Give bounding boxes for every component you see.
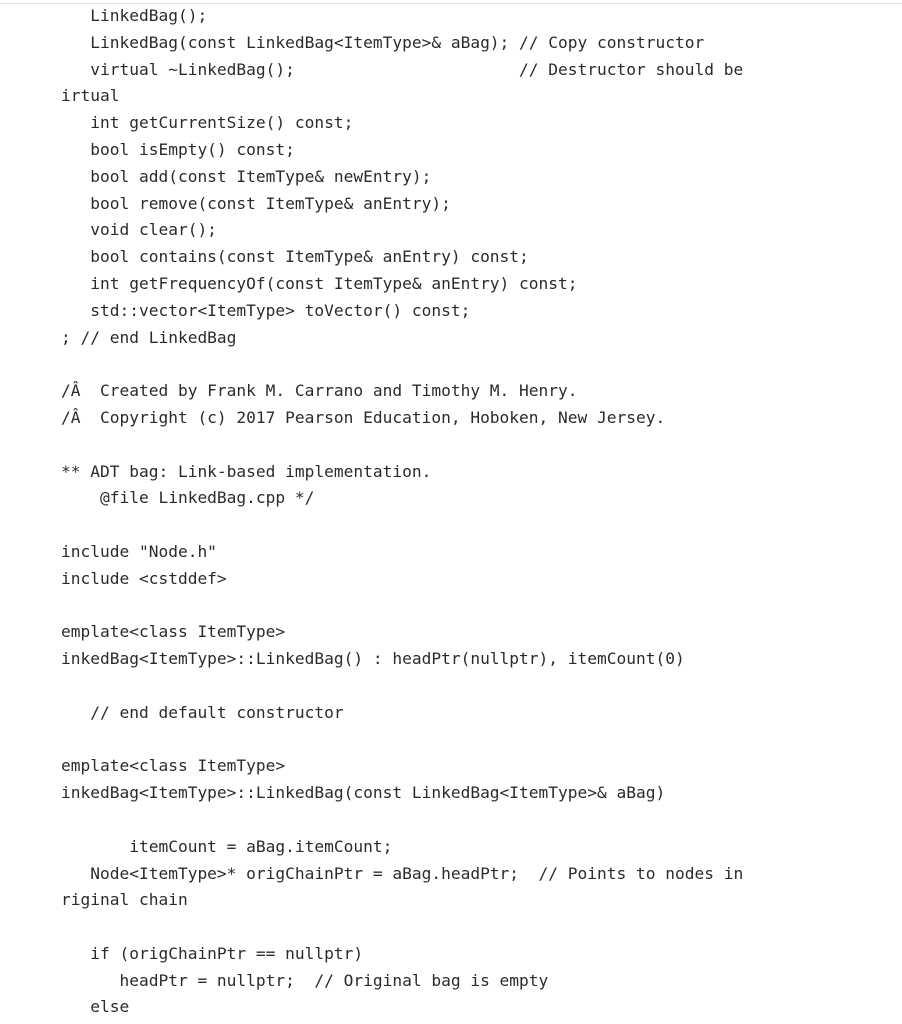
code-line: // end default constructor: [61, 702, 344, 722]
code-line: LinkedBag();: [61, 6, 208, 25]
code-line: ** ADT bag: Link-based implementation.: [61, 461, 432, 481]
code-line: include <cstddef>: [61, 568, 227, 588]
code-line: [61, 807, 891, 834]
code-line: [61, 351, 891, 378]
code-line: itemCount = aBag.itemCount;: [61, 836, 393, 856]
code-line: void clear();: [61, 220, 217, 240]
code-line: [61, 593, 891, 620]
code-line: headPtr = nullptr; // Original bag is empty: [61, 970, 549, 990]
code-line: bool contains(const ItemType& anEntry) const;: [61, 247, 529, 267]
code-line: [61, 673, 891, 700]
code-line: [61, 512, 891, 539]
code-line: bool add(const ItemType& newEntry);: [61, 166, 432, 186]
code-line: bool remove(const ItemType& anEntry);: [61, 193, 451, 213]
code-line: include "Node.h": [61, 541, 217, 561]
code-line: [61, 727, 891, 754]
code-line: @file LinkedBag.cpp */: [61, 488, 315, 508]
code-listing: [61, 3, 891, 1021]
code-line: int getCurrentSize() const;: [61, 113, 354, 133]
code-line: irtual: [61, 86, 120, 106]
code-line: int getFrequencyOf(const ItemType& anEntry) const;: [61, 273, 578, 293]
code-line: inkedBag<ItemType>::LinkedBag(const LinkedBag<ItemType>& aBag): [61, 783, 666, 803]
code-line: std::vector<ItemType> toVector() const;: [61, 300, 471, 320]
code-line: emplate<class ItemType>: [61, 756, 286, 776]
code-line: if (origChainPtr == nullptr): [61, 943, 364, 963]
code-line: ; // end LinkedBag: [61, 327, 237, 347]
code-line: LinkedBag(const LinkedBag<ItemType>& aBag); // Copy constructor: [61, 32, 705, 52]
code-line: Node<ItemType>* origChainPtr = aBag.headPtr; // Points to nodes in: [61, 863, 744, 883]
code-line: inkedBag<ItemType>::LinkedBag() : headPtr(nullptr), itemCount(0): [61, 649, 685, 669]
code-line: bool isEmpty() const;: [61, 139, 295, 159]
code-line: else: [61, 997, 130, 1017]
code-line: virtual ~LinkedBag(); // Destructor should be: [61, 59, 744, 79]
code-line: riginal chain: [61, 890, 188, 910]
code-line: /Â Created by Frank M. Carrano and Timothy M. Henry.: [61, 381, 578, 401]
code-line: [61, 432, 891, 459]
code-line: [61, 914, 891, 941]
code-line: emplate<class ItemType>: [61, 622, 286, 642]
code-line: /Â Copyright (c) 2017 Pearson Education, Hoboken, New Jersey.: [61, 407, 666, 427]
